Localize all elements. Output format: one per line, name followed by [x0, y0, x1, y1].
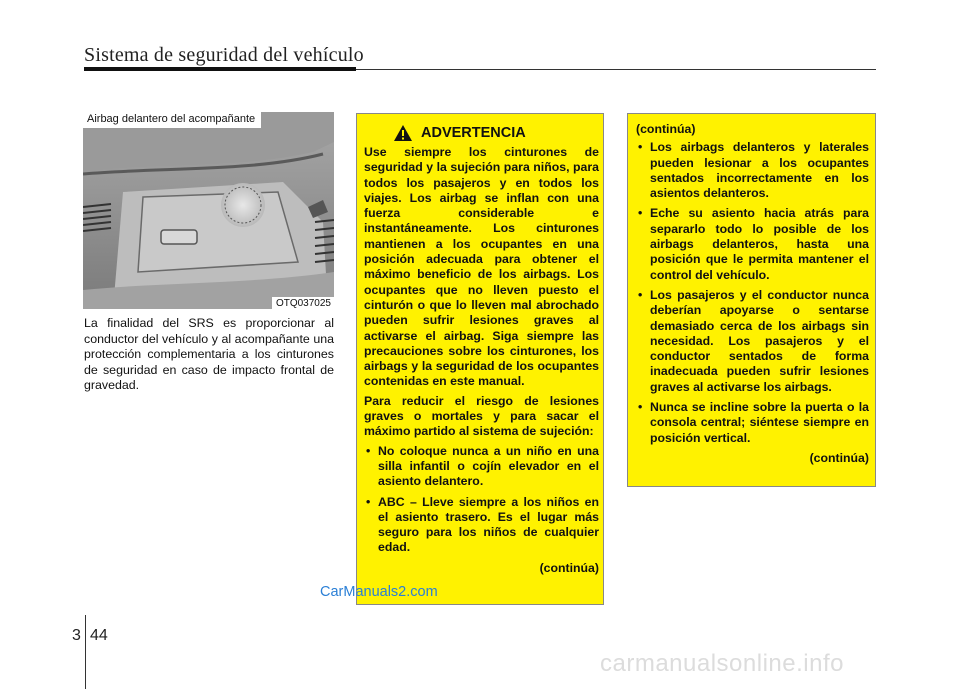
warning-header	[393, 124, 526, 142]
figure-code: OTQ037025	[272, 297, 334, 309]
warning-continua: (continúa)	[539, 560, 599, 575]
continued-warning-box	[627, 113, 876, 487]
watermark-link[interactable]: CarManuals2.com	[320, 584, 438, 600]
header-rule	[84, 67, 356, 71]
continued-bullet: • Los airbags delanteros y laterales pueden lesionar a los ocupantes sentados incorrectamente en los asientos delanteros.	[636, 140, 869, 201]
continued-continua: (continúa)	[809, 450, 869, 465]
page-header-title: Sistema de seguridad del vehículo	[84, 44, 364, 66]
warning-content	[364, 145, 599, 576]
warning-icon	[393, 124, 413, 142]
page-chapter: 3	[72, 627, 81, 644]
figure-label: Airbag delantero del acompañante	[83, 112, 261, 128]
continued-warning-content	[636, 122, 869, 466]
warning-paragraph-2: Para reducir el riesgo de lesiones graves o mortales y para sacar el máximo partido al sistema de sujeción:	[364, 393, 599, 439]
header-rule-thin	[356, 69, 876, 70]
continued-bullet: • Los pasajeros y el conductor nunca deberían apoyarse o sentarse demasiado cerca de los airbags sin necesidad. Los pasajeros y el conductor sentados de forma inadecuada pueden sufrir lesiones graves al activarse los airbags.	[636, 288, 869, 395]
airbag-figure	[83, 112, 334, 309]
page-number: 44	[90, 627, 108, 644]
continued-bullet: • Eche su asiento hacia atrás para separarlo todo lo posible de los airbags delanteros, hasta una posición que le permita mantener el control del vehículo.	[636, 206, 869, 282]
warning-title: ADVERTENCIA	[421, 125, 526, 141]
footer-rule	[85, 615, 86, 689]
warning-paragraph-1: Use siempre los cinturones de seguridad y la sujeción para niños, para todos los pasajeros y en todos los viajes. Los airbag se inflan con una fuerza considerable e instantáneamente. Los cinturones mantienen a los ocupantes en una posición adecuada para obtener el máximo beneficio de los airbags. Los ocupantes que no lleven puesto el cinturón o que lo lleven mal abrochado pueden sufrir lesiones graves al activarse el airbag. Siga siempre las precauciones sobre los cinturones, los airbags y la seguridad de los ocupantes contenidas en este manual.	[364, 145, 599, 389]
intro-paragraph: La finalidad del SRS es proporcionar al conductor del vehículo y al acompañante una protección complementaria a los cinturones de seguridad en caso de impacto frontal de gravedad.	[84, 316, 334, 392]
continued-bullet: • Nunca se incline sobre la puerta o la consola central; siéntese siempre en posición vertical.	[636, 400, 869, 446]
dashboard-illustration	[83, 112, 334, 309]
warning-box	[356, 113, 604, 605]
continued-label: (continúa)	[636, 122, 696, 136]
warning-bullet: • ABC – Lleve siempre a los niños en el asiento trasero. Es el lugar más seguro para los niños de cualquier edad.	[364, 495, 599, 556]
footer-site-watermark: carmanualsonline.info	[600, 650, 844, 677]
warning-bullet: • No coloque nunca a un niño en una silla infantil o cojín elevador en el asiento delantero.	[364, 444, 599, 490]
